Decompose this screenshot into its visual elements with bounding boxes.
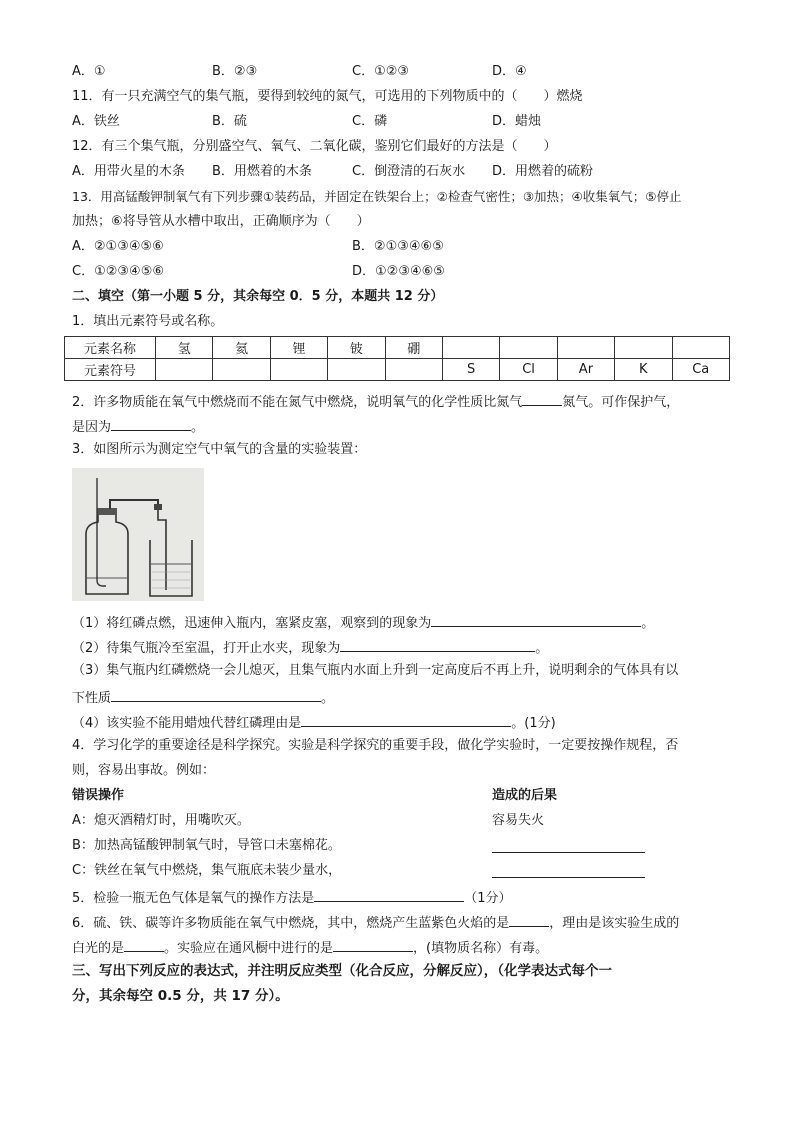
q4-column-consequence: 造成的后果: [492, 788, 558, 803]
q11-option-c: C．磷: [352, 114, 388, 129]
q4-item-a: A：熄灭酒精灯时，用嘴吹灭。: [72, 813, 250, 828]
q3-2-end: 。: [535, 641, 549, 656]
q2-text-a: 2．许多物质能在氧气中燃烧而不能在氮气中燃烧，说明氧气的化学性质比氮气: [72, 395, 523, 410]
q3-4-end: 。(1分): [511, 716, 556, 731]
oxygen-apparatus-image: [72, 468, 204, 601]
section-3-title-line1: 三、写出下列反应的表达式，并注明反应类型（化合反应，分解反应），（化学表达式每个一: [72, 963, 612, 979]
q4-item-c: C：铁丝在氧气中燃烧，集气瓶底未装少量水，: [72, 863, 342, 878]
q3-part-2: [72, 637, 548, 658]
element-symbol-cell: [213, 359, 270, 381]
s2-question-2-line1: [72, 391, 679, 412]
q6-text-d: 。实验应在通风橱中进行的是: [164, 941, 334, 956]
section-3-title-line2: 分，其余每空 0.5 分，共 17 分）。: [72, 988, 289, 1004]
s2-question-3: 3．如图所示为测定空气中氧气的含量的实验装置：: [72, 442, 367, 457]
element-symbol-cell: [328, 359, 385, 381]
element-symbol-cell: Ar: [557, 359, 614, 381]
s2-question-2-line2: [72, 416, 204, 437]
q4-item-b: B：加热高锰酸钾制氧气时，导管口未塞棉花。: [72, 838, 341, 853]
element-name-cell: 硼: [385, 337, 442, 359]
q6-text-e: ，(填物质名称）有毒。: [413, 941, 549, 956]
element-table: [64, 336, 730, 381]
element-symbol-row: [65, 359, 730, 381]
element-symbol-cell: [156, 359, 213, 381]
q3-3-text: 下性质: [72, 691, 112, 706]
element-name-cell: 铍: [328, 337, 385, 359]
section-2-title: 二、填空（第一小题 5 分，其余每空 0．5 分，本题共 12 分）: [72, 289, 444, 304]
q2-text-d: 。: [191, 420, 205, 435]
q3-part-3-line1: （3）集气瓶内红磷燃烧一会儿熄灭，且集气瓶内水面上升到一定高度后不再上升，说明剩余的气体具有以: [72, 663, 679, 678]
q5-text: 5．检验一瓶无色气体是氧气的操作方法是: [72, 891, 315, 906]
apparatus-figure: [72, 468, 204, 601]
element-name-cell: [442, 337, 499, 359]
s2-question-6-line1: [72, 912, 679, 933]
q3-part-1: [72, 612, 654, 633]
q6-blank-2[interactable]: [124, 937, 164, 952]
element-name-cell: [672, 337, 729, 359]
q13-option-c: C．①②③④⑤⑥: [72, 264, 165, 279]
q2-blank-2[interactable]: [111, 416, 191, 431]
s2-question-6-line2: [72, 937, 548, 958]
q3-1-text: （1）将红磷点燃，迅速伸入瓶内，塞紧皮塞，观察到的现象为: [72, 616, 432, 631]
q13-option-a: A．②①③④⑤⑥: [72, 239, 164, 254]
q11-option-b: B．硫: [212, 114, 247, 129]
q3-4-blank[interactable]: [301, 712, 511, 727]
element-name-cell: 氦: [213, 337, 270, 359]
question-13-stem-line2: 加热；⑥将导管从水槽中取出，正确顺序为（ ）: [72, 214, 370, 229]
q3-part-3-line2: [72, 687, 334, 708]
top-option-b: B．②③: [212, 64, 258, 79]
q6-blank-3[interactable]: [333, 937, 413, 952]
q3-1-blank[interactable]: [431, 612, 641, 627]
q5-points: （1分）: [464, 891, 512, 906]
q12-option-d: D．用燃着的硫粉: [492, 164, 594, 179]
element-symbol-cell: Cl: [500, 359, 557, 381]
q12-option-c: C．倒澄清的石灰水: [352, 164, 466, 179]
top-option-d: D．④: [492, 64, 527, 79]
q3-part-4: [72, 712, 556, 733]
element-symbol-cell: Ca: [672, 359, 729, 381]
q3-2-blank[interactable]: [340, 637, 535, 652]
q4-item-a-result: 容易失火: [492, 813, 545, 828]
top-option-c: C．①②③: [352, 64, 410, 79]
q6-text-b: ，理由是该实验生成的: [549, 916, 680, 931]
element-name-cell: [615, 337, 672, 359]
q3-2-text: （2）待集气瓶冷至室温，打开止水夹，现象为: [72, 641, 341, 656]
element-symbol-cell: S: [442, 359, 499, 381]
q11-option-a: A．铁丝: [72, 114, 120, 129]
q11-option-d: D．蜡烛: [492, 114, 542, 129]
q12-option-a: A．用带火星的木条: [72, 164, 185, 179]
q5-blank[interactable]: [314, 887, 464, 902]
q6-text-c: 白光的是: [72, 941, 125, 956]
element-name-cell: 锂: [270, 337, 327, 359]
element-symbol-header: 元素符号: [65, 359, 156, 381]
q12-option-b: B．用燃着的木条: [212, 164, 312, 179]
element-name-cell: 氢: [156, 337, 213, 359]
q13-option-d: D．①②③④⑥⑤: [352, 264, 445, 279]
q4-item-b-blank[interactable]: [492, 852, 645, 853]
s2-question-1: 1．填出元素符号或名称。: [72, 314, 224, 329]
element-symbol-cell: [270, 359, 327, 381]
q4-column-wrong-operation: 错误操作: [72, 788, 125, 803]
question-11-stem: 11．有一只充满空气的集气瓶，要得到较纯的氮气，可选用的下列物质中的（ ）燃烧: [72, 89, 583, 104]
q4-item-c-blank[interactable]: [492, 877, 645, 878]
q2-text-b: 氮气。可作保护气，: [562, 395, 680, 410]
s2-question-4-line1: 4．学习化学的重要途径是科学探究。实验是科学探究的重要手段，做化学实验时，一定要按操作规程，否: [72, 738, 679, 753]
element-symbol-cell: [385, 359, 442, 381]
element-symbol-cell: K: [615, 359, 672, 381]
q3-3-end: 。: [321, 691, 335, 706]
s2-question-4-line2: 则，容易出事故。例如：: [72, 763, 216, 778]
q6-blank-1[interactable]: [509, 912, 549, 927]
q3-1-end: 。: [641, 616, 655, 631]
question-12-stem: 12．有三个集气瓶，分别盛空气、氧气、二氧化碳，鉴别它们最好的方法是（ ）: [72, 139, 557, 154]
q3-3-blank[interactable]: [111, 687, 321, 702]
element-name-header: 元素名称: [65, 337, 156, 359]
element-name-cell: [557, 337, 614, 359]
s2-question-5: [72, 887, 512, 908]
element-name-cell: [500, 337, 557, 359]
q2-blank-1[interactable]: [522, 391, 562, 406]
q6-text-a: 6．硫、铁、碳等许多物质能在氧气中燃烧，其中，燃烧产生蓝紫色火焰的是: [72, 916, 510, 931]
question-13-stem-line1: 13．用高锰酸钾制氧气有下列步骤①装药品，并固定在铁架台上；②检查气密性；③加热；④收集氧气；⑤停止: [72, 189, 682, 204]
q3-4-text: （4）该实验不能用蜡烛代替红磷理由是: [72, 716, 302, 731]
element-name-row: [65, 337, 730, 359]
q2-text-c: 是因为: [72, 420, 112, 435]
q13-option-b: B．②①③④⑥⑤: [352, 239, 444, 254]
top-option-a: A．①: [72, 64, 106, 79]
